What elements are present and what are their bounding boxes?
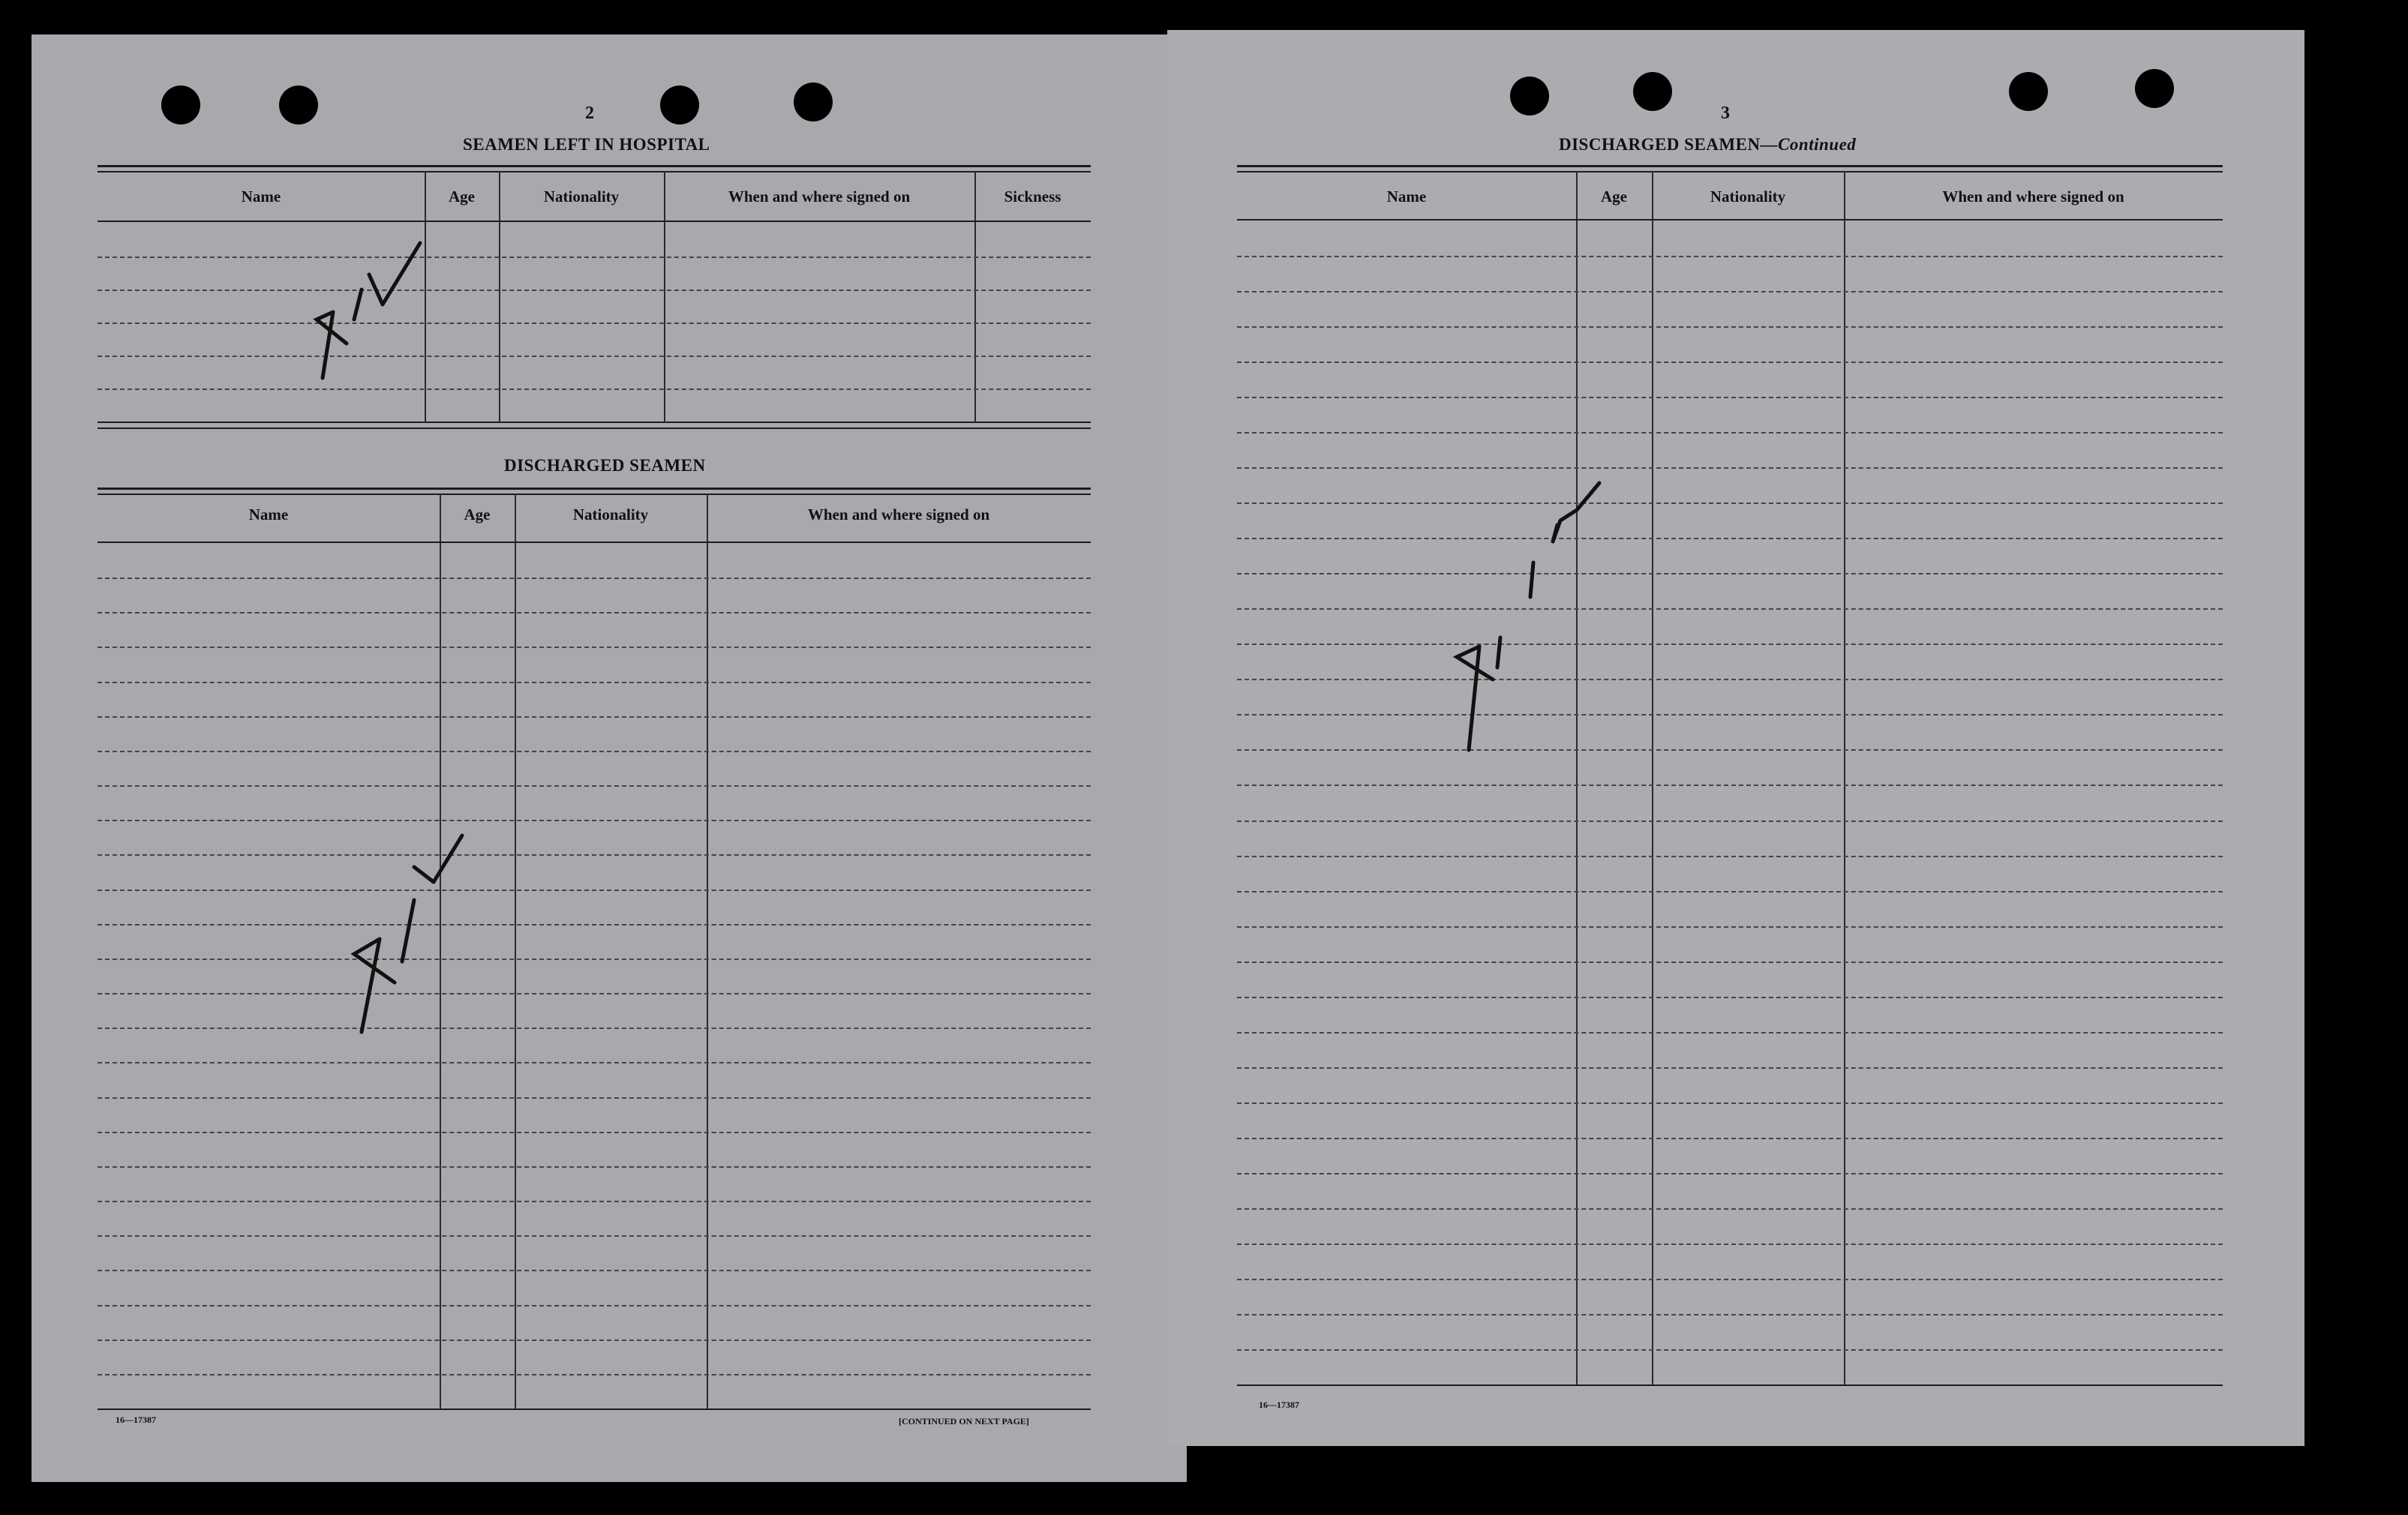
column-divider: [1576, 171, 1578, 1384]
table-row: [98, 1340, 1091, 1341]
table-row: [1237, 1349, 2223, 1351]
handwritten-nil-mark: [302, 792, 482, 1047]
table-row: [1237, 714, 2223, 716]
table-row: [1237, 397, 2223, 398]
table-top-rule: [1237, 171, 2223, 172]
title-suffix: —Continued: [1760, 135, 1857, 154]
table-row: [98, 682, 1091, 683]
table-row: [98, 356, 1091, 357]
handwritten-nil-mark: [1430, 450, 1610, 765]
table-row: [1237, 1067, 2223, 1069]
punch-hole: [1633, 72, 1672, 111]
table-row: [98, 924, 1091, 926]
discharged-continued-title: [1559, 135, 1856, 154]
table-row: [1237, 1102, 2223, 1104]
column-divider: [974, 171, 976, 422]
table-row: [1237, 1244, 2223, 1245]
table-row: [98, 1166, 1091, 1168]
table-row: [98, 612, 1091, 614]
title-text: DISCHARGED SEAMEN: [1559, 135, 1761, 154]
discharged-section-title: DISCHARGED SEAMEN: [504, 456, 706, 475]
right-page: [1167, 30, 2304, 1446]
table-row: [1237, 784, 2223, 786]
punch-hole: [2135, 69, 2174, 108]
column-header-name: Name: [248, 506, 289, 524]
punch-hole: [794, 82, 833, 122]
table-row: [98, 578, 1091, 579]
discharged-table: [98, 486, 1091, 1454]
table-row: [1237, 256, 2223, 257]
table-row: [1237, 1208, 2223, 1210]
column-header-signed-on: When and where signed on: [1942, 188, 2124, 206]
table-bottom-rule: [98, 1408, 1091, 1410]
handwritten-nil-mark: [279, 207, 429, 387]
punch-hole: [161, 86, 200, 124]
table-row: [1237, 538, 2223, 539]
table-row: [98, 1097, 1091, 1099]
column-header-sickness: Sickness: [1004, 188, 1061, 206]
table-top-rule: [98, 171, 1091, 172]
table-row: [98, 1305, 1091, 1306]
column-header-nationality: Nationality: [572, 506, 649, 524]
table-row: [1237, 749, 2223, 751]
column-header-signed-on: When and where signed on: [728, 188, 911, 206]
table-bottom-rule: [98, 422, 1091, 423]
left-page: [32, 34, 1187, 1482]
table-row: [1237, 1032, 2223, 1034]
table-row: [1237, 820, 2223, 822]
table-row: [98, 1132, 1091, 1133]
table-row: [1237, 362, 2223, 363]
table-row: [1237, 856, 2223, 857]
table-bottom-rule: [98, 428, 1091, 429]
hospital-table: [98, 164, 1091, 466]
table-row: [98, 958, 1091, 960]
table-row: [1237, 644, 2223, 645]
table-top-rule: [98, 494, 1091, 495]
hospital-section-title: SEAMEN LEFT IN HOSPITAL: [463, 135, 710, 154]
table-row: [98, 388, 1091, 390]
table-row: [98, 890, 1091, 891]
table-row: [98, 1062, 1091, 1064]
punch-hole: [279, 86, 318, 124]
table-row: [98, 646, 1091, 648]
table-row: [1237, 962, 2223, 963]
column-header-nationality: Nationality: [1710, 188, 1786, 206]
column-header-name: Name: [1386, 188, 1427, 206]
table-row: [98, 322, 1091, 324]
header-underline: [98, 220, 1091, 222]
column-divider: [1844, 171, 1845, 1384]
table-bottom-rule: [1237, 1384, 2223, 1386]
header-underline: [1237, 219, 2223, 220]
table-row: [98, 1235, 1091, 1237]
column-header-signed-on: When and where signed on: [807, 506, 990, 524]
table-row: [1237, 679, 2223, 680]
form-number: 16—17387: [1259, 1400, 1299, 1410]
discharged-continued-table: [1237, 164, 2223, 1416]
table-row: [1237, 1138, 2223, 1139]
punch-hole: [660, 86, 699, 124]
form-number: 16—17387: [116, 1414, 156, 1425]
table-row: [98, 854, 1091, 856]
table-row: [98, 1028, 1091, 1029]
page-number: 3: [1721, 104, 1730, 123]
table-row: [1237, 326, 2223, 328]
table-row: [98, 1374, 1091, 1376]
table-row: [98, 716, 1091, 718]
column-header-nationality: Nationality: [543, 188, 620, 206]
table-top-rule: [1237, 165, 2223, 167]
table-row: [98, 1201, 1091, 1202]
page-number: 2: [585, 104, 594, 123]
table-row: [98, 820, 1091, 821]
table-top-rule: [98, 165, 1091, 167]
table-row: [1237, 891, 2223, 892]
table-row: [1237, 467, 2223, 469]
column-header-age: Age: [1601, 188, 1627, 206]
punch-hole: [1510, 76, 1549, 116]
table-row: [98, 1270, 1091, 1271]
table-row: [98, 290, 1091, 291]
table-row: [98, 785, 1091, 787]
table-row: [1237, 1314, 2223, 1316]
column-header-name: Name: [241, 188, 281, 206]
table-row: [98, 993, 1091, 994]
table-row: [1237, 608, 2223, 610]
table-row: [1237, 1173, 2223, 1174]
column-divider: [499, 171, 500, 422]
table-top-rule: [98, 488, 1091, 490]
table-row: [1237, 502, 2223, 504]
table-row: [1237, 997, 2223, 998]
table-row: [1237, 1279, 2223, 1280]
column-divider: [664, 171, 665, 422]
table-row: [1237, 926, 2223, 928]
table-row: [98, 256, 1091, 258]
punch-hole: [2009, 72, 2048, 111]
table-row: [1237, 432, 2223, 434]
table-row: [1237, 573, 2223, 574]
column-header-age: Age: [449, 188, 475, 206]
continued-note: [CONTINUED ON NEXT PAGE]: [899, 1416, 1029, 1426]
header-underline: [98, 542, 1091, 543]
column-header-age: Age: [464, 506, 491, 524]
table-row: [98, 751, 1091, 752]
table-row: [1237, 291, 2223, 292]
column-divider: [1652, 171, 1653, 1384]
